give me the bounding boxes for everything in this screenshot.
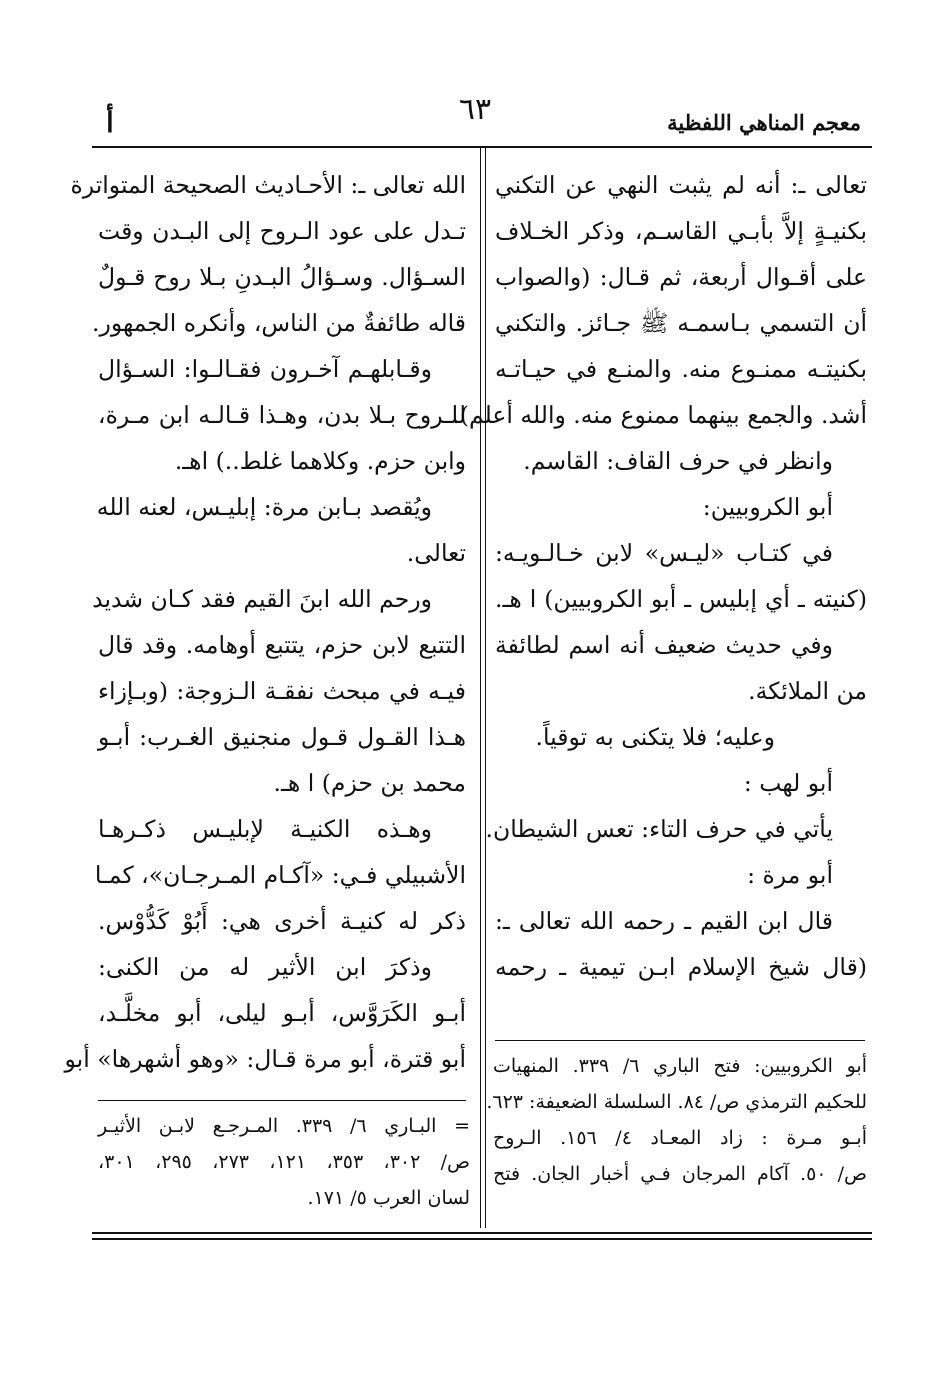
text-line: تعالى ـ: أنه لم يثبت النهي عن التكني: [495, 171, 867, 199]
text-line: أبو قترة، أبو مرة قـال: «وهو أشهرها» أبو: [64, 1045, 466, 1073]
text-line: ويُقصد بـابن مرة: إبليـس، لعنه الله: [96, 493, 432, 521]
text-line: أشد. والجمع بينهما ممنوع منه. والله أعلم).: [452, 401, 867, 429]
text-line: وابن حزم. وكلاهما غلط..) اهـ.: [174, 447, 466, 475]
text-line: من الملائكة.: [748, 677, 867, 705]
text-line: وانظر في حرف القاف: القاسم.: [523, 447, 833, 475]
text-line: وذكرَ ابن الأثير له من الكنى:: [98, 953, 432, 981]
text-line: قاله طائفةٌ من الناس، وأنكره الجمهور.: [92, 309, 466, 337]
text-line: هـذا القـول قـول منجنيق الغـرب: أبـو: [98, 723, 466, 751]
footnote-line: = البـاري ٦/ ٣٣٩. المـرجـع لابـن الأثيـر: [98, 1115, 470, 1137]
text-line: (كنيته ـ أي إبليس ـ أبو الكروبيين) ا هـ.: [495, 585, 867, 613]
text-line: يأتي في حرف التاء: تعس الشيطان.: [485, 815, 833, 843]
text-line: أبـو الكَرَوَّس، أبـو ليلى، أبو مخلَّـد،: [98, 999, 466, 1027]
text-line: وعليه؛ فلا يتكنى به توقياً.: [535, 723, 775, 751]
footnote-line: لسان العرب ٥/ ١٧١.: [307, 1187, 470, 1209]
text-line: قال ابن القيم ـ رحمه الله تعالى ـ:: [495, 907, 833, 935]
text-line: بكنيتـه ممنـوع منه. والمنـع في حيـاتـه: [495, 355, 867, 383]
footnotes-left: [98, 1108, 470, 1216]
footnote-line: أبـو مـرة : زاد المعـاد ٤/ ١٥٦. الـروح: [493, 1127, 867, 1149]
text-line: وفي حديث ضعيف أنه اسم لطائفة: [495, 631, 833, 659]
footnote-rule: [98, 1100, 466, 1101]
text-line: ذكر له كنيـة أخرى هي: أَبُوْ كَدُّوْس.: [98, 907, 466, 935]
text-line: تعالى.: [406, 539, 466, 567]
text-line: التتبع لابن حزم، يتتبع أوهامه. وقد قال: [98, 631, 466, 659]
text-line: أن التسمي بـاسمـه ﷺ جـائز. والتكني: [495, 309, 867, 337]
text-line: بكنيـةٍ إلاَّ بأبـي القاسـم، وذكر الخـلاف: [495, 217, 867, 245]
footnote-line: ص/ ٣٠٢، ٣٥٣، ١٢١، ٢٧٣، ٢٩٥، ٣٠١،: [98, 1151, 471, 1173]
footnote-line: للحكيم الترمذي ص/ ٨٤. السلسلة الضعيفة: ٦٢٣.: [486, 1091, 867, 1113]
text-line: الله تعالى ـ: الأحـاديث الصحيحة المتواترة: [70, 171, 466, 199]
text-line: الأشبيلي فـي: «آكـام المـرجـان»، كمـا: [94, 861, 466, 889]
footnotes-right: [486, 1048, 867, 1192]
running-title: معجم المناهي اللفظية: [667, 110, 861, 135]
column-divider: [480, 146, 486, 1228]
footnote-line: ص/ ٥٠. آكام المرجان فـي أخبار الجان. فتح: [493, 1163, 867, 1185]
page-number: ٦٣: [458, 92, 492, 127]
text-line: ورحم الله ابنَ القيم فقد كـان شديد: [92, 585, 432, 613]
entry-heading: أبو لهب :: [743, 769, 833, 797]
text-line: السـؤال. وسـؤالُ البـدنِ بـلا روح قـولٌ: [98, 263, 466, 291]
text-line: (قال شيخ الإسلام ابـن تيمية ـ رحمه: [495, 953, 867, 981]
text-line: فيـه في مبحث نفقـة الـزوجة: (وبـإزاء: [98, 677, 466, 705]
footnote-rule: [495, 1040, 865, 1041]
left-column: [64, 162, 466, 1082]
text-line: في كتـاب «ليـس» لابن خـالـويـه:: [495, 539, 833, 567]
text-line: وهـذه الكنيـة لإبليـس ذكـرهـا: [98, 815, 432, 843]
entry-heading: أبو الكروبيين:: [702, 493, 833, 521]
bottom-rule: [92, 1232, 872, 1234]
bottom-rule: [92, 1238, 872, 1240]
text-line: محمد بن حزم) ا هـ.: [273, 769, 466, 797]
text-line: للـروح بـلا بدن، وهـذا قـالـه ابن مـرة،: [98, 401, 466, 429]
entry-heading: أبو مرة :: [747, 861, 833, 889]
text-line: تـدل على عود الـروح إلى البـدن وقت: [98, 217, 466, 245]
text-line: على أقـوال أربعة، ثم قـال: (والصواب: [495, 263, 867, 291]
footnote-line: أبو الكروبيين: فتح الباري ٦/ ٣٣٩. المنهيات: [493, 1055, 867, 1077]
text-line: وقـابلهـم آخـرون فقـالـوا: السـؤال: [98, 355, 432, 383]
section-letter: أ: [106, 106, 114, 139]
right-column: [452, 162, 867, 990]
